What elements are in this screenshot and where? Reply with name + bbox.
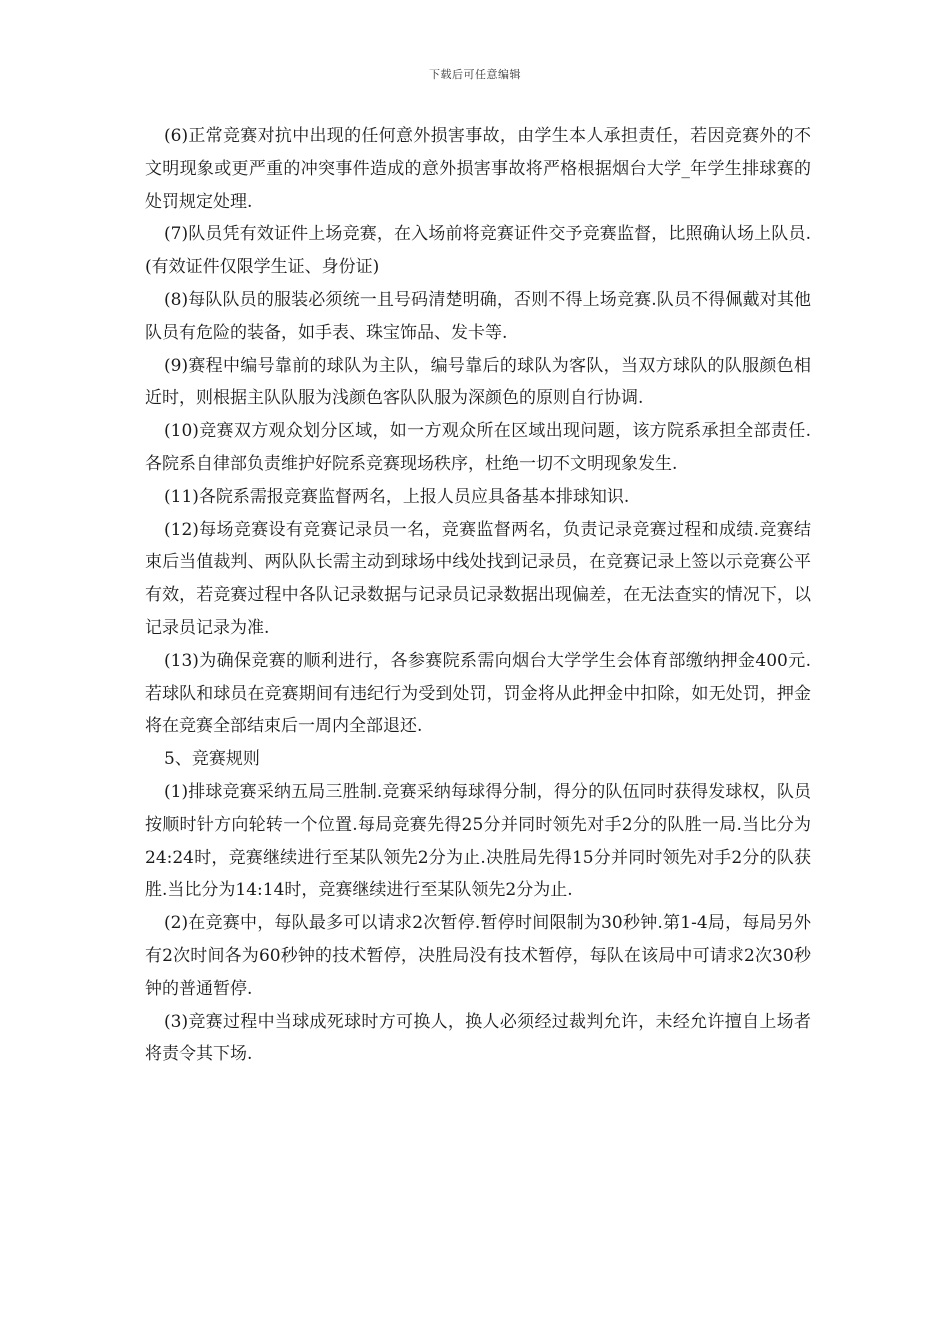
paragraph-rule-13: (13)为确保竞赛的顺利进行，各参赛院系需向烟台大学学生会体育部缴纳押金400元.若球队和球员在竞赛期间有违纪行为受到处罚，罚金将从此押金中扣除，如无处罚，押金将在竞赛全部结束后一周内全部退还. — [145, 650, 811, 737]
paragraph-competition-rule-2: (2)在竞赛中，每队最多可以请求2次暂停.暂停时间限制为30秒钟.第1-4局，每局另外有2次时间各为60秒钟的技术暂停，决胜局没有技术暂停，每队在该局中可请求2次30秒钟的普通暂停. — [145, 913, 811, 999]
paragraph-competition-rule-1: (1)排球竞赛采纳五局三胜制.竞赛采纳每球得分制，得分的队伍同时获得发球权，队员按顺时针方向轮转一个位置.每局竞赛先得25分并同时领先对手2分的队胜一局.当比分为24:24时，竞赛继续进行至某队领先2分为止.决胜局先得15分并同时领先对手2分的队获胜.当比分为14:14时，竞赛继续进行至某队领先2分为止. — [145, 781, 811, 901]
paragraph-rule-7: (7)队员凭有效证件上场竞赛，在入场前将竞赛证件交予竞赛监督，比照确认场上队员.(有效证件仅限学生证、身份证) — [145, 224, 811, 278]
paragraph-rule-10: (10)竞赛双方观众划分区域，如一方观众所在区域出现问题，该方院系承担全部责任.各院系自律部负责维护好院系竞赛现场秩序，杜绝一切不文明现象发生. — [145, 421, 811, 474]
paragraph-rule-6: (6)正常竞赛对抗中出现的任何意外损害事故，由学生本人承担责任，若因竞赛外的不文明现象或更严重的冲突事件造成的意外损害事故将严格根据烟台大学_年学生排球赛的处罚规定处理. — [145, 126, 811, 212]
paragraph-rule-12: (12)每场竞赛设有竞赛记录员一名，竞赛监督两名，负责记录竞赛过程和成绩.竞赛结束后当值裁判、两队队长需主动到球场中线处找到记录员，在竞赛记录上签以示竞赛公平有效，若竞赛过程中各队记录数据与记录员记录数据出现偏差，在无法查实的情况下，以记录员记录为准. — [145, 519, 811, 638]
paragraph-rule-11: (11)各院系需报竞赛监督两名，上报人员应具备基本排球知识. — [164, 486, 630, 507]
section-heading-competition-rules: 5、竞赛规则 — [164, 749, 260, 770]
document-body — [145, 120, 811, 1071]
paragraph-competition-rule-3: (3)竞赛过程中当球成死球时方可换人，换人必须经过裁判允许，未经允许擅自上场者将责令其下场. — [145, 1011, 811, 1065]
paragraph-rule-9: (9)赛程中编号靠前的球队为主队，编号靠后的球队为客队，当双方球队的队服颜色相近时，则根据主队队服为浅颜色客队队服为深颜色的原则自行协调. — [145, 355, 811, 409]
paragraph-rule-8: (8)每队队员的服装必须统一且号码清楚明确，否则不得上场竞赛.队员不得佩戴对其他队员有危险的装备，如手表、珠宝饰品、发卡等. — [145, 289, 811, 343]
page-header: 下载后可任意编辑 — [429, 68, 521, 81]
